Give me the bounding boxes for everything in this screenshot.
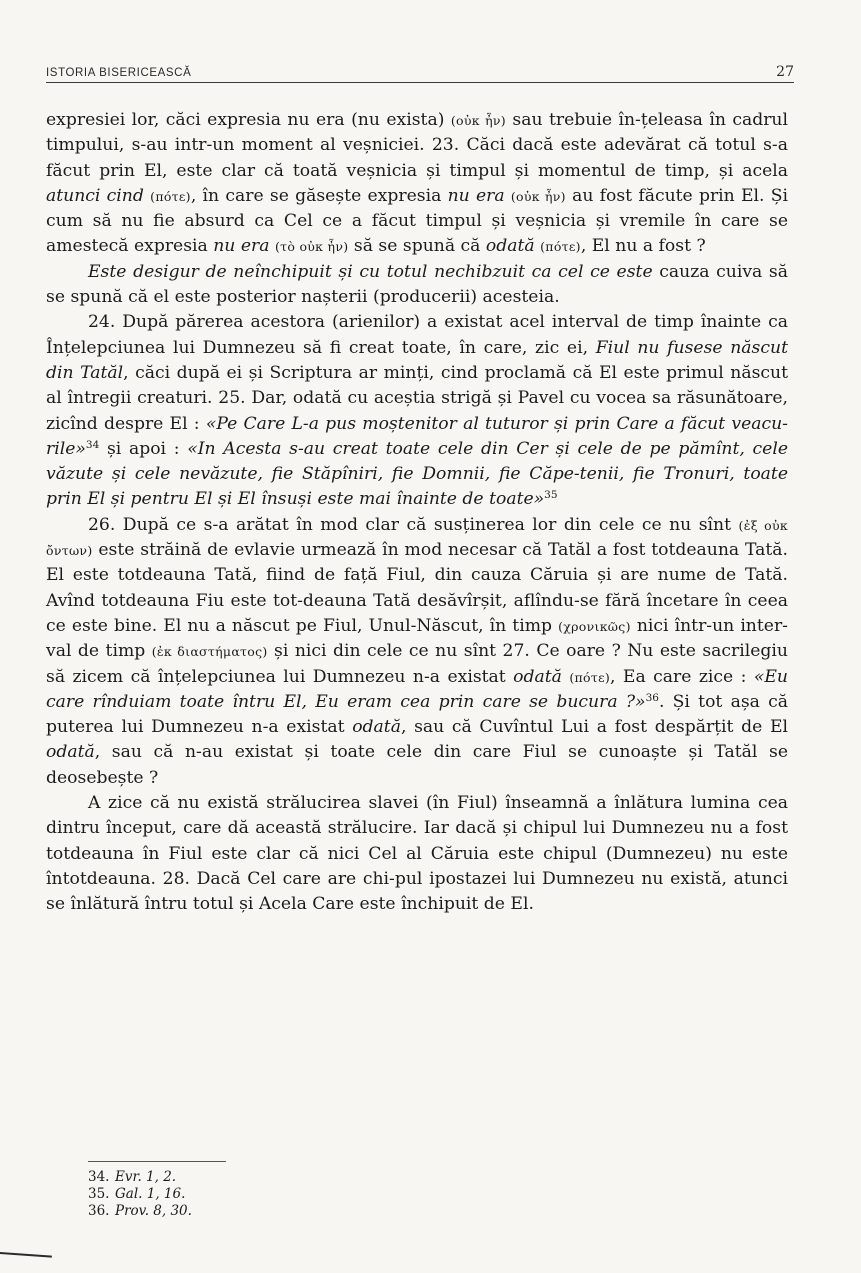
emphasis: odată [485, 236, 535, 257]
emphasis: Este desigur de neînchipuit și cu totul nechibzuit ca cel ce este [88, 261, 653, 282]
scripture-quote: «Pe Care L-a pus moștenitor al tuturor și prin Care a făcut veacu-rile» [46, 413, 788, 459]
greek-term: (χρονικῶς) [558, 618, 631, 634]
greek-term: (οὐκ ἦν) [510, 188, 566, 204]
scripture-quote: «In Acesta s-au creat toate cele din Cer și cele de pe pămînt, cele văzute și cele nevăzute, fie Stăpîniri, fie Domnii, fie Căpe-tenii, fie Tronuri, toate prin El și pentru El și El însuși este mai înainte de toate» [46, 438, 788, 510]
paragraph-4: 26. După ce s-a arătat în mod clar că susținerea lor din cele ce nu sînt (ἐξ οὐκ ὄντων) este străină de evlavie urmează în mod necesar că Tatăl a fost totdeauna Tată. El este totdeauna Tată, fiind de față Fiul, din cauza Căruia și are nume de Tată. Avînd totdeauna Fiu este tot-deauna Tată desăvîrșit, aflîndu-se fără încetare în ceea ce este bine. El nu a născut pe Fiul, Unul-Născut, în timp (χρονικῶς) nici într-un inter-val de timp (ἐκ διαστήματος) și nici din cele ce nu sînt 27. Ce oare ? Nu este sacrilegiu să zicem că înțelepciunea lui Dumnezeu n-a existat odată (πότε), Ea care zice : «Eu care rînduiam toate întru El, Eu eram cea prin care se bucura ?»$^{36}$. Și tot așa că puterea lui Dumnezeu n-a existat odată, sau că Cuvîntul Lui a fost despărțit de El odată, sau că n-au existat și toate cele din care Fiul se cunoaște și Tatăl se deosebește ? [46, 514, 789, 788]
paragraph-1: expresiei lor, căci expresia nu era (nu exista) (οὐκ ἦν) sau trebuie în-țeleasa în cadrul timpului, s-au intr-un moment al veșniciei. 23. Căci dacă este adevărat că totul s-a făcut prin El, este clar că toată veșnicia și timpul și momentul de timp, și acela atunci cind (πότε), în care se găsește expresia nu era (οὐκ ἦν) au fost făcute prin El. Și cum să nu fie absurd ca Cel ce a făcut timpul și veșnicia și vremile în care se amestecă expresia nu era (τὸ οὐκ ἦν) să se spună că odată (πότε), El nu a fost ? [46, 110, 789, 257]
emphasis: nu era [447, 185, 505, 206]
greek-term: (τὸ οὐκ ἦν) [274, 239, 349, 255]
footnotes [88, 1169, 192, 1220]
body-text [46, 108, 788, 918]
emphasis: odată [513, 666, 562, 687]
emphasis: atunci cind [46, 185, 144, 206]
paragraph-2: Este desigur de neînchipuit și cu totul nechibzuit ca cel ce este cauza cuiva să se spună că el este posterior nașterii (producerii) acesteia. [46, 261, 788, 308]
emphasis: odată [352, 717, 401, 738]
emphasis: Fiul nu fusese născut din Tatăl [46, 337, 788, 383]
scan-edge-mark [0, 1252, 52, 1258]
footnote-35: 35. Gal. 1, 16. [88, 1186, 186, 1202]
emphasis: odată [46, 742, 95, 763]
footnote-34: 34. Evr. 1, 2. [88, 1169, 177, 1185]
footnote-rule [88, 1161, 226, 1162]
paragraph-5: A zice că nu există strălucirea slavei (în Fiul) înseamnă a înlătura lumina cea dintru început, care dă această strălucire. Iar dacă și chipul lui Dumnezeu nu a fost totdeauna în Fiul este clar că nici Cel al Căruia este chipul (Dumnezeu) nu este întotdeauna. 28. Dacă Cel care are chi-pul ipostazei lui Dumnezeu nu există, atunci se înlătură întru totul și Acela Care este închipuit de El. [46, 793, 788, 915]
greek-term: (πότε) [540, 239, 581, 255]
greek-term: (ἐξ οὐκ ὄντων) [46, 517, 789, 559]
greek-term: (ἐκ διαστήματος) [151, 644, 268, 660]
greek-term: (οὐκ ἦν) [450, 113, 506, 128]
greek-term: (πότε) [569, 669, 611, 685]
footnote-ref: 36 [645, 691, 659, 704]
scripture-quote: «Eu care rînduiam toate întru El, Eu eram cea prin care se bucura ?» [46, 666, 788, 712]
paragraph-3: 24. După părerea acestora (arienilor) a existat acel interval de timp înainte ca Înțelepciunea lui Dumnezeu să fi creat toate, în care, zic ei, Fiul nu fusese născut din Tatăl, căci după ei și Scriptura ar minți, cind proclamă că El este primul născut al întregii creaturi. 25. Dar, odată cu aceștia strigă și Pavel cu vocea sa răsunătoare, zicînd despre El : «Pe Care L-a pus moștenitor al tuturor și prin Care a făcut veacu-rile»$^{34}$ și apoi : «In Acesta s-au creat toate cele din Cer și cele de pe pămînt, cele văzute și cele nevăzute, fie Stăpîniri, fie Domnii, fie Căpe-tenii, fie Tronuri, toate prin El și pentru El și El însuși este mai înainte de toate»$^{35}$ [46, 312, 788, 510]
running-title: ISTORIA BISERICEASCĂ [46, 67, 192, 79]
page-number: 27 [776, 64, 794, 80]
footnote-ref: 34 [85, 438, 100, 451]
footnote-ref: 35 [544, 489, 558, 502]
running-header [46, 60, 794, 83]
emphasis: nu era [213, 236, 270, 257]
footnote-36: 36. Prov. 8, 30. [88, 1203, 192, 1219]
greek-term: (πότε) [150, 188, 191, 204]
